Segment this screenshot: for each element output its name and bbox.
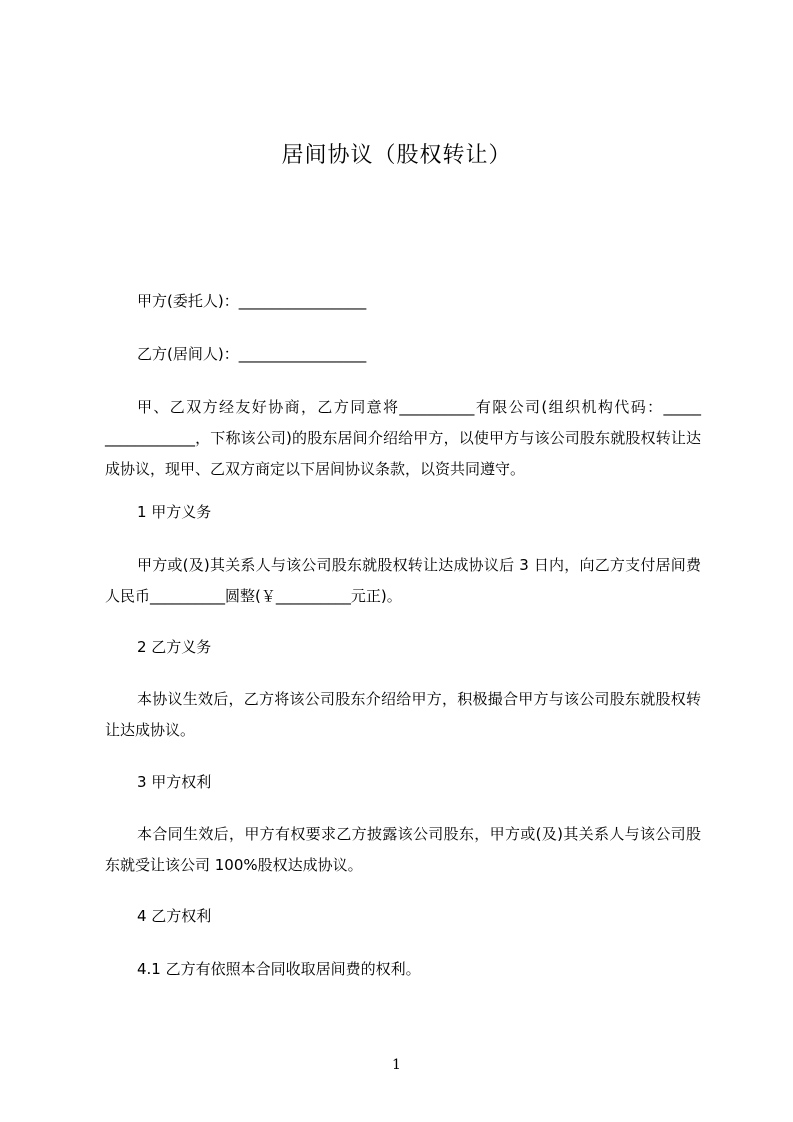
party-a-line: 甲方(委托人)：_________________ [137,292,367,310]
section-1-heading: 1 甲方义务 [137,503,212,521]
section-3-body: 本合同生效后，甲方有权要求乙方披露该公司股东，甲方或(及)其关系人与该公司股东就受让该公司 100%股权达成协议。 [105,825,701,874]
section-2-body: 本协议生效后，乙方将该公司股东介绍给甲方，积极撮合甲方与该公司股东就股权转让达成协议。 [105,690,701,739]
document-title: 居间协议（股权转让） [281,143,512,168]
party-b-line: 乙方(居间人)：_________________ [137,345,367,363]
intro-paragraph: 甲、乙双方经友好协商，乙方同意将__________有限公司(组织机构代码：_____ ____________，下称该公司)的股东居间介绍给甲方，以使甲方与该公司股东就股权转让达成协议，现甲、乙双方商定以下居间协议条款，以资共同遵守。 [105,398,706,478]
section-2-heading: 2 乙方义务 [137,638,212,656]
section-3-heading: 3 甲方权利 [137,773,212,791]
section-4-1-clause: 4.1 乙方有依照本合同收取居间费的权利。 [137,960,421,978]
section-4-heading: 4 乙方权利 [137,907,212,925]
section-1-body: 甲方或(及)其关系人与该公司股东就股权转让达成协议后 3 日内，向乙方支付居间费人民币__________圆整(￥__________元正)。 [105,556,701,605]
page-number: 1 [392,1057,401,1073]
